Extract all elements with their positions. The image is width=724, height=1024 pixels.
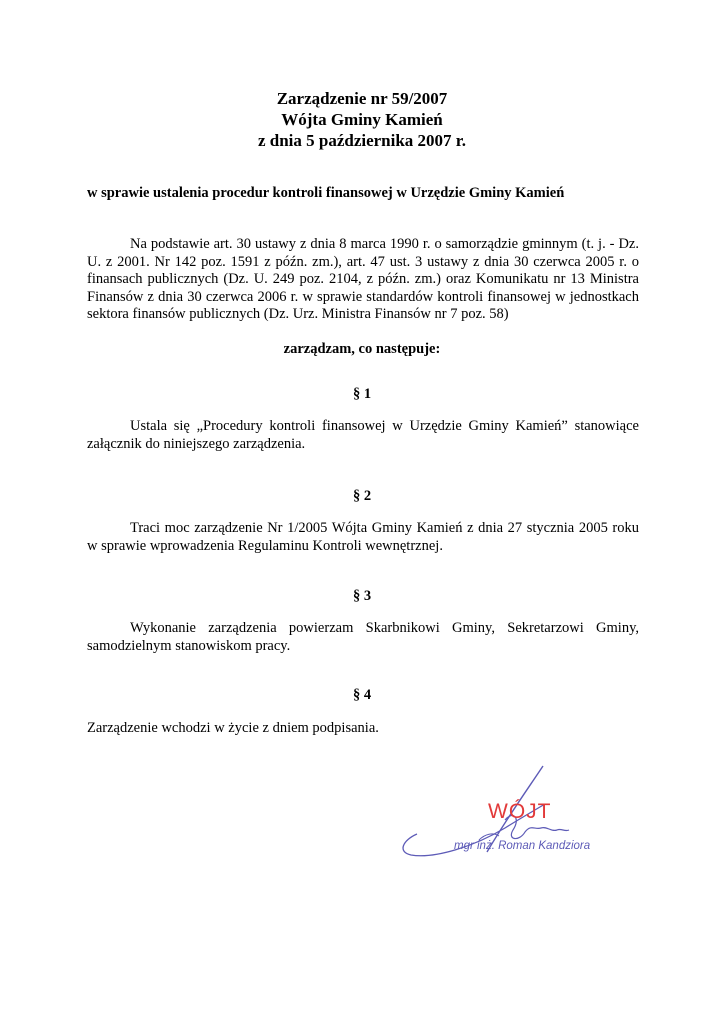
section-heading-1: § 1 — [352, 386, 372, 402]
section-text-1: Ustala się „Procedury kontroli finansowej w Urzędzie Gminy Kamień” stanowiące załącznik do niniejszego zarządzenia. — [87, 418, 639, 452]
section-text-2: Traci moc zarządzenie Nr 1/2005 Wójta Gminy Kamień z dnia 27 stycznia 2005 roku w sprawie wprowadzenia Regulaminu Kontroli wewnętrznej. — [87, 520, 639, 554]
document-title-number: Zarządzenie nr 59/2007 — [276, 89, 448, 108]
document-title-date: z dnia 5 października 2007 r. — [257, 131, 467, 150]
document-title-issuer: Wójta Gminy Kamień — [281, 110, 443, 129]
section-text-4: Zarządzenie wchodzi w życie z dniem podpisania. — [87, 720, 379, 736]
stamp-name: mgr inż. Roman Kandziora — [454, 840, 591, 852]
legal-basis-paragraph: Na podstawie art. 30 ustawy z dnia 8 marca 1990 r. o samorządzie gminnym (t. j. - Dz. U. z 2001. Nr 142 poz. 1591 z późn. zm.), art. 47 ust. 3 ustawy z dnia 30 czerwca 2005 r. o finansach publicznych (Dz. U. 249 poz. 2104, z późn. zm.) oraz Komunikatu nr 13 Ministra Finansów z dnia 30 czerwca 2006 r. w sprawie standardów kontroli finansowej w jednostkach sektora finansów publicznych (Dz. Urz. Ministra Finansów nr 7 poz. 58) — [87, 236, 639, 323]
decree-phrase: zarządzam, co następuje: — [283, 341, 441, 357]
section-heading-2: § 2 — [352, 488, 372, 504]
section-text-3: Wykonanie zarządzenia powierzam Skarbnikowi Gminy, Sekretarzowi Gminy, samodzielnym stanowiskom pracy. — [87, 620, 639, 654]
document-subject: w sprawie ustalenia procedur kontroli finansowej w Urzędzie Gminy Kamień — [87, 185, 565, 201]
section-heading-3: § 3 — [352, 588, 372, 604]
stamp-title: WÓJT — [488, 800, 552, 823]
section-heading-4: § 4 — [352, 687, 372, 703]
